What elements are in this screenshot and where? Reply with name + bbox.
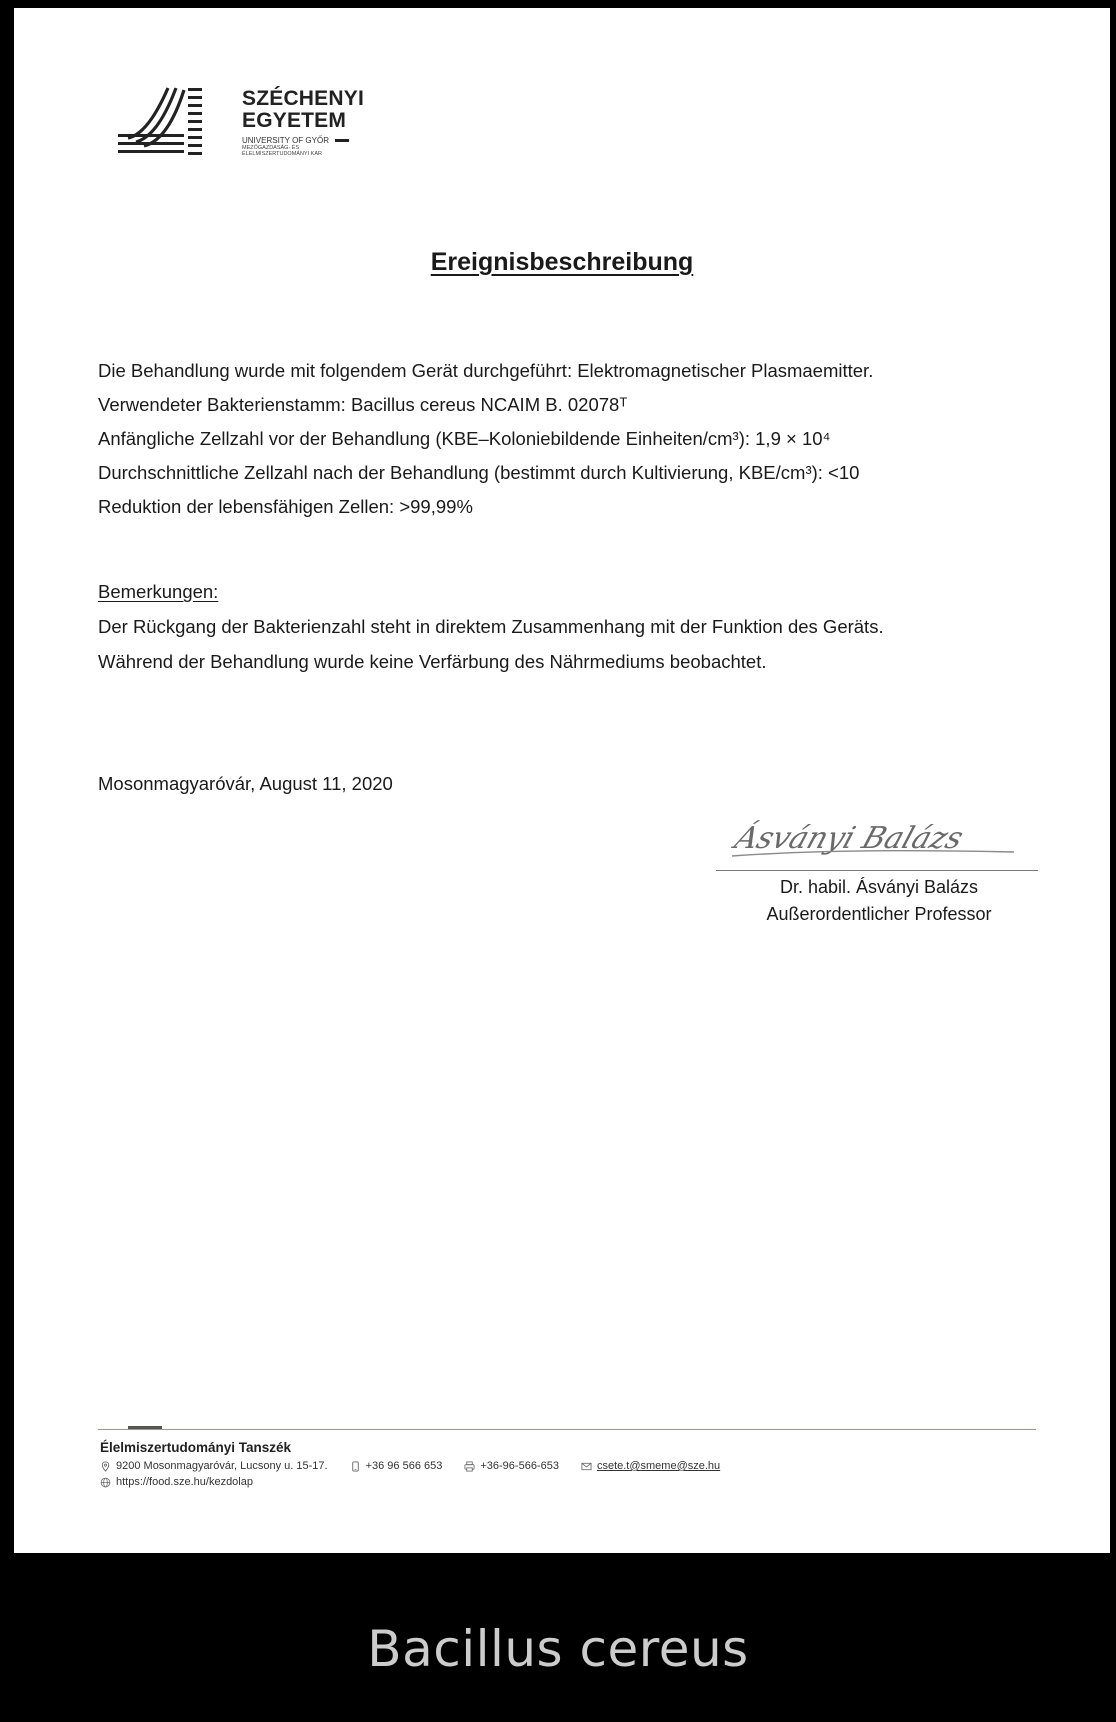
footer-web-row [100, 1474, 1040, 1490]
logo-name-line2: EGYETEM [242, 109, 347, 132]
signature-text: Ásványi Balázs [730, 820, 968, 856]
footer-address-text: 9200 Mosonmagyaróvár, Lucsony u. 15-17. [116, 1460, 328, 1472]
footer-phone[interactable] [350, 1458, 443, 1474]
globe-icon [100, 1477, 111, 1488]
signer-block [714, 874, 1044, 928]
footer-accent-bar [128, 1426, 162, 1429]
logo-dash [335, 139, 349, 142]
footer-address [100, 1458, 328, 1474]
logo-subtitle: UNIVERSITY OF GYŐR [242, 136, 329, 145]
footer-contact-row [100, 1458, 1040, 1474]
footer-fax [464, 1458, 559, 1474]
signature-line [716, 870, 1038, 871]
detail-line-reduction: Reduktion der lebensfähigen Zellen: >99,99% [98, 496, 473, 517]
detail-line-strain: Verwendeter Bakterienstamm: Bacillus cereus NCAIM B. 02078ᵀ [98, 394, 628, 415]
signer-name: Dr. habil. Ásványi Balázs [779, 877, 979, 897]
logo-faculty: MEZŐGAZDASÁG- ÉS ÉLELMISZERTUDOMÁNYI KAR [242, 145, 322, 157]
document-title: Ereignisbeschreibung [430, 248, 694, 276]
printer-icon [464, 1461, 475, 1472]
location-pin-icon [100, 1461, 111, 1472]
university-emblem-icon [118, 84, 236, 170]
phone-icon [350, 1461, 361, 1472]
place-and-date: Mosonmagyaróvár, August 11, 2020 [98, 773, 393, 794]
image-caption: Bacillus cereus [367, 1620, 749, 1678]
footer-divider [98, 1429, 1036, 1430]
handwritten-signature [724, 808, 1024, 870]
university-logo [118, 84, 418, 170]
event-details [98, 354, 1038, 524]
footer-fax-text: +36-96-566-653 [480, 1460, 559, 1472]
footer-email-link[interactable]: csete.t@smeme@sze.hu [596, 1460, 721, 1472]
detail-line-device: Die Behandlung wurde mit folgendem Gerät durchgeführt: Elektromagnetischer Plasmaemitter. [98, 360, 874, 381]
envelope-icon [581, 1461, 592, 1472]
detail-line-final-count: Durchschnittliche Zellzahl nach der Behandlung (bestimmt durch Kultivierung, KBE/cm³): <10 [98, 462, 860, 483]
logo-name-line1: SZÉCHENYI [242, 87, 364, 110]
detail-line-initial-count: Anfängliche Zellzahl vor der Behandlung (KBE–Koloniebildende Einheiten/cm³): 1,9 × 10⁴ [98, 428, 831, 449]
footer-email[interactable] [581, 1458, 720, 1474]
footer-website[interactable] [100, 1474, 253, 1490]
remarks-line: Der Rückgang der Bakterienzahl steht in direktem Zusammenhang mit der Funktion des Geräts. [98, 616, 884, 637]
footer-phone-text: +36 96 566 653 [365, 1460, 443, 1472]
document-page [14, 8, 1110, 1553]
remarks-heading: Bemerkungen: [98, 581, 219, 602]
footer [100, 1440, 1040, 1490]
remarks-section [98, 574, 1038, 679]
footer-website-link[interactable]: https://food.sze.hu/kezdolap [116, 1476, 253, 1488]
signer-role: Außerordentlicher Professor [766, 904, 992, 924]
footer-department: Élelmiszertudományi Tanszék [100, 1440, 292, 1455]
remarks-line: Während der Behandlung wurde keine Verfärbung des Nährmediums beobachtet. [98, 651, 767, 672]
logo-wordmark [242, 88, 364, 157]
